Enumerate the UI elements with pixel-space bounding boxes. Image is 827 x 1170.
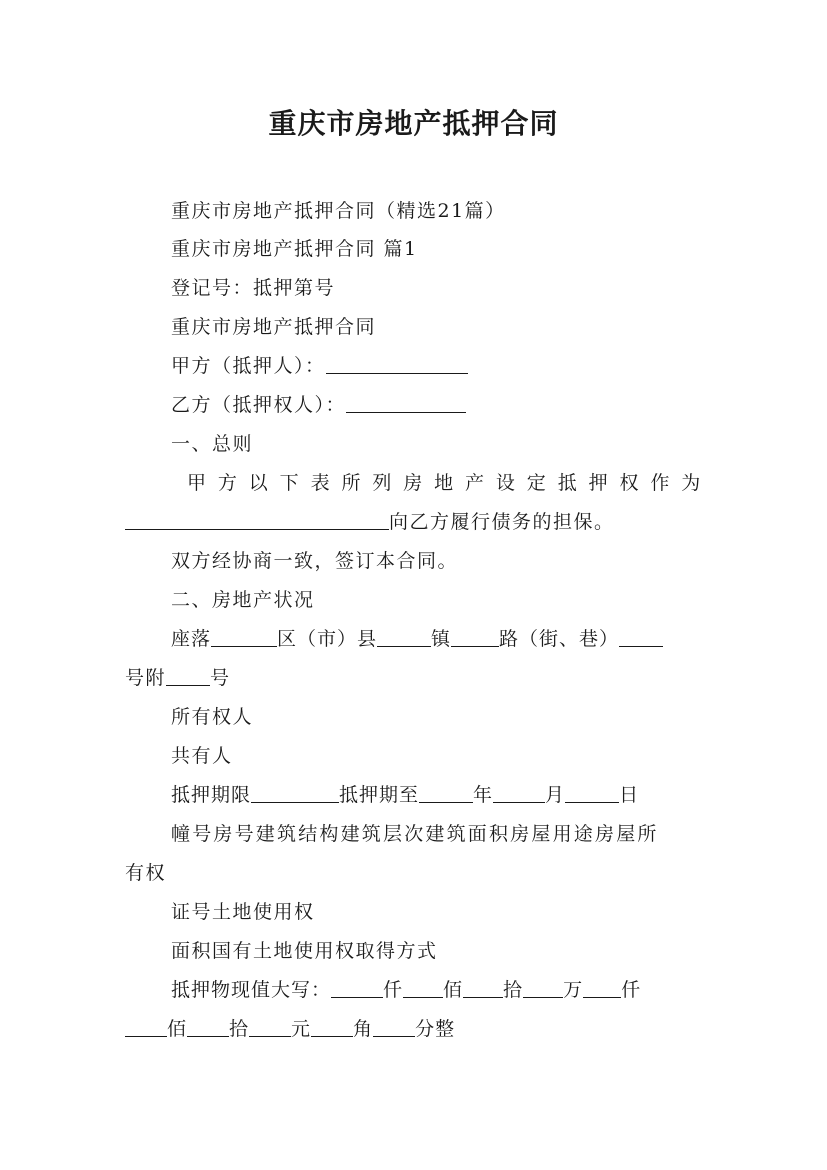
location-blank-4 bbox=[619, 624, 663, 647]
clause1-char: 以 bbox=[248, 472, 270, 494]
location-blank-1 bbox=[211, 624, 277, 647]
subtitle: 重庆市房地产抵押合同（精选21篇） bbox=[171, 200, 506, 222]
clause1-char: 方 bbox=[217, 472, 239, 494]
value-blank-7 bbox=[187, 1014, 229, 1037]
clause2: 双方经协商一致，签订本合同。 bbox=[171, 550, 459, 572]
value-blank-3 bbox=[463, 975, 503, 998]
year-blank bbox=[419, 780, 473, 803]
building-line1: 幢号房号建筑结构建筑层次建筑面积房屋用途房屋所 bbox=[171, 823, 659, 845]
value-unit-fen: 分整 bbox=[415, 1018, 456, 1040]
month-blank bbox=[493, 780, 545, 803]
value-unit-wan: 万 bbox=[563, 979, 584, 1001]
location-district: 区（市）县 bbox=[277, 628, 378, 650]
term-month: 月 bbox=[545, 784, 566, 806]
clause1-char: 房 bbox=[403, 472, 424, 494]
clause1-char: 列 bbox=[372, 472, 393, 494]
location-road: 路（街、巷） bbox=[499, 628, 620, 650]
term-label: 抵押期限 bbox=[171, 784, 252, 806]
party-a-line bbox=[125, 349, 702, 383]
owner-line: 所有权人 bbox=[171, 706, 254, 728]
value-unit-bai: 佰 bbox=[443, 979, 464, 1001]
clause1-char: 设 bbox=[495, 472, 517, 494]
value-unit-qian2: 仟 bbox=[621, 979, 642, 1001]
registration-number: 登记号：抵押第号 bbox=[171, 277, 336, 299]
clause1-char: 权 bbox=[619, 472, 640, 494]
party-b-line bbox=[125, 388, 702, 422]
term-line bbox=[125, 778, 702, 812]
clause1-char: 下 bbox=[279, 472, 301, 494]
value-blank-1 bbox=[331, 975, 383, 998]
section-property: 二、房地产状况 bbox=[171, 589, 315, 611]
guarantee-blank bbox=[125, 507, 389, 530]
party-a-label: 甲方（抵押人）： bbox=[171, 355, 326, 377]
value-unit-bai2: 佰 bbox=[167, 1018, 188, 1040]
value-line1 bbox=[125, 973, 702, 1007]
day-blank bbox=[565, 780, 619, 803]
clause1-char: 表 bbox=[310, 472, 332, 494]
value-blank-2 bbox=[403, 975, 443, 998]
value-blank-6 bbox=[125, 1014, 167, 1037]
clause1-char: 产 bbox=[465, 472, 486, 494]
clause1-char: 定 bbox=[526, 472, 548, 494]
value-label: 抵押物现值大写： bbox=[171, 979, 332, 1001]
value-unit-shi: 拾 bbox=[503, 979, 524, 1001]
clause1-char: 为 bbox=[681, 472, 702, 494]
clause1-char: 押 bbox=[588, 472, 610, 494]
clause1-line1 bbox=[125, 466, 702, 500]
article-heading: 重庆市房地产抵押合同 篇1 bbox=[171, 238, 418, 260]
value-unit-qian: 仟 bbox=[383, 979, 404, 1001]
term-blank bbox=[251, 780, 339, 803]
clause1-char: 所 bbox=[341, 472, 362, 494]
land-line: 面积国有土地使用权取得方式 bbox=[171, 940, 438, 962]
value-unit-shi2: 拾 bbox=[229, 1018, 250, 1040]
location-blank-5 bbox=[166, 663, 210, 686]
clause1-line2 bbox=[125, 505, 702, 539]
value-line2 bbox=[125, 1012, 702, 1046]
clause1-char: 作 bbox=[650, 472, 671, 494]
value-unit-yuan: 元 bbox=[291, 1018, 312, 1040]
location-line1 bbox=[125, 622, 702, 656]
value-blank-4 bbox=[523, 975, 563, 998]
co-owner-line: 共有人 bbox=[171, 745, 233, 767]
term-year: 年 bbox=[473, 784, 494, 806]
location-hao-end: 号 bbox=[210, 667, 231, 689]
location-blank-3 bbox=[451, 624, 499, 647]
party-a-blank bbox=[326, 351, 468, 374]
building-line2: 有权 bbox=[125, 862, 167, 884]
value-unit-jiao: 角 bbox=[353, 1018, 374, 1040]
value-blank-5 bbox=[583, 975, 621, 998]
section-general: 一、总则 bbox=[171, 433, 254, 455]
clause1-tail: 向乙方履行债务的担保。 bbox=[389, 511, 615, 533]
document-title: 重庆市房地产抵押合同 bbox=[268, 107, 559, 140]
term-day: 日 bbox=[619, 784, 640, 806]
location-town: 镇 bbox=[431, 628, 452, 650]
value-blank-8 bbox=[249, 1014, 291, 1037]
party-b-label: 乙方（抵押权人）： bbox=[171, 394, 347, 416]
clause1-char: 抵 bbox=[557, 472, 579, 494]
clause1-char: 甲 bbox=[187, 472, 208, 494]
party-b-blank bbox=[346, 390, 466, 413]
contract-name: 重庆市房地产抵押合同 bbox=[171, 316, 377, 338]
location-hao: 号附 bbox=[125, 667, 167, 689]
clause1-char: 地 bbox=[434, 472, 455, 494]
certificate-line: 证号土地使用权 bbox=[171, 901, 315, 923]
location-label: 座落 bbox=[171, 628, 212, 650]
term-until: 抵押期至 bbox=[339, 784, 420, 806]
location-line2 bbox=[125, 661, 702, 695]
value-blank-9 bbox=[311, 1014, 353, 1037]
location-blank-2 bbox=[377, 624, 431, 647]
value-blank-10 bbox=[373, 1014, 415, 1037]
